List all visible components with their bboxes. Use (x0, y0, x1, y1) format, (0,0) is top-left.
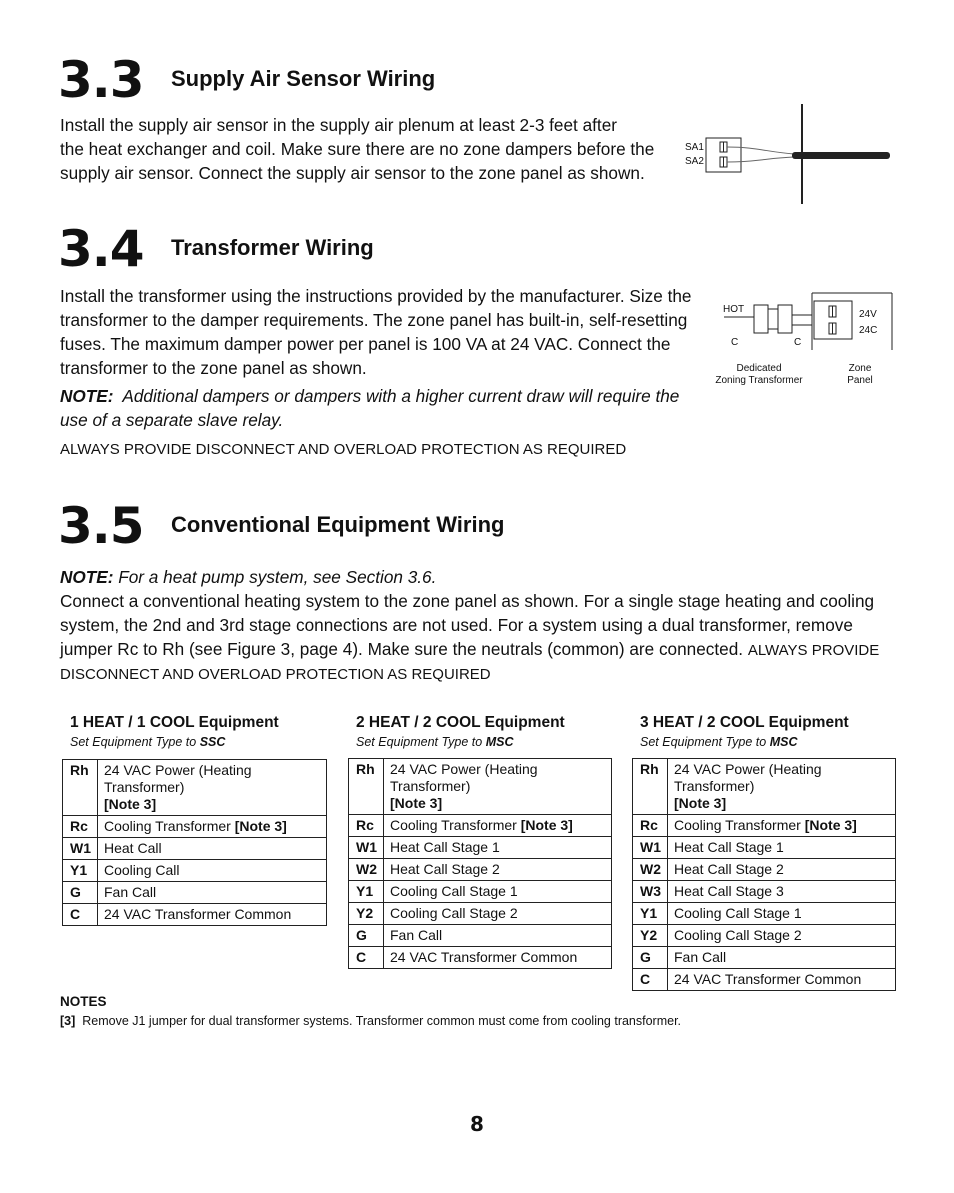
table-row (63, 882, 327, 904)
caption-line: Dedicated (736, 363, 782, 374)
note-line (60, 384, 679, 408)
terminal-description (98, 882, 327, 904)
24c-label: 24C (859, 325, 878, 336)
description-text: Cooling Call Stage 1 (390, 883, 518, 899)
table-row (349, 903, 612, 925)
table-row (633, 815, 896, 837)
table-row (633, 881, 896, 903)
equipment-table (348, 758, 612, 969)
paragraph-line (60, 637, 940, 663)
terminal-code: W2 (349, 859, 384, 881)
description-text: Heat Call Stage 2 (390, 861, 500, 877)
terminal-code: Y1 (63, 860, 98, 882)
terminal-code: Rh (63, 760, 98, 816)
terminal-description (384, 947, 612, 969)
note-ref: [Note 3] (674, 795, 727, 811)
caption-line: Zoning Transformer (715, 375, 803, 386)
terminal-description (668, 925, 896, 947)
terminal-description (668, 903, 896, 925)
paragraph-line: supply air sensor. Connect the supply air sensor to the zone panel as shown. (60, 163, 645, 183)
note-line: use of a separate slave relay. (60, 410, 284, 430)
description-text: 24 VAC Power (Heating Transformer) (674, 761, 822, 794)
note-ref: [Note 3] (234, 818, 287, 834)
paragraph-line: system, the 2nd and 3rd stage connections are not used. For a system using a dual transformer, remove (60, 615, 853, 635)
section-title-transformer: Transformer Wiring (171, 235, 374, 260)
table-row (63, 760, 327, 816)
paragraph-line: the heat exchanger and coil. Make sure there are no zone dampers before the (60, 139, 655, 159)
line-text: jumper Rc to Rh (see Figure 3, page 4). Make sure the neutrals (common) are connected. (60, 639, 744, 659)
table-subtitle (70, 735, 225, 749)
terminal-code: C (633, 969, 668, 991)
note-text: Additional dampers or dampers with a higher current draw will require the (122, 386, 680, 406)
table-row (349, 759, 612, 815)
table-title: 3 HEAT / 2 COOL Equipment (640, 714, 849, 731)
paragraph-line: Install the transformer using the instructions provided by the manufacturer. Size the (60, 286, 692, 306)
terminal-description (668, 881, 896, 903)
terminal-description (384, 815, 612, 837)
transformer-wiring-diagram (708, 290, 898, 390)
table-row (633, 925, 896, 947)
terminal-code: Rc (633, 815, 668, 837)
table-row (633, 947, 896, 969)
terminal-description (384, 837, 612, 859)
note-text: For a heat pump system, see Section 3.6 (118, 567, 432, 587)
terminal-description (98, 760, 327, 816)
description-text: 24 VAC Power (Heating Transformer) (104, 762, 252, 795)
transformer-primary (754, 305, 768, 333)
description-text: 24 VAC Transformer Common (390, 949, 578, 965)
table-row (633, 859, 896, 881)
c-label-left: C (731, 337, 739, 348)
terminal-description (668, 947, 896, 969)
note-ref: [Note 3] (390, 795, 443, 811)
description-text: Cooling Transformer (104, 818, 235, 834)
caption-line: Zone (848, 363, 872, 374)
description-text: Heat Call Stage 1 (390, 839, 500, 855)
terminal-description (98, 860, 327, 882)
note-3-text: Remove J1 jumper for dual transformer systems. Transformer common must come from cooling transformer. (82, 1014, 682, 1028)
equipment-table (632, 758, 896, 991)
terminal-code: Rc (63, 816, 98, 838)
description-text: Fan Call (104, 884, 157, 900)
transformer-secondary (778, 305, 792, 333)
table-row (633, 969, 896, 991)
24v-label: 24V (859, 309, 877, 320)
sa2-label: SA2 (685, 156, 704, 167)
terminal-description (384, 903, 612, 925)
supply-air-sensor-diagram (682, 104, 897, 208)
table-row (349, 837, 612, 859)
terminal-code: W3 (633, 881, 668, 903)
supply-air-paragraph (60, 113, 654, 185)
terminal-code: G (349, 925, 384, 947)
note-period: . (431, 567, 437, 587)
terminal-code: Y1 (633, 903, 668, 925)
description-text: Cooling Call (104, 862, 180, 878)
note-ref: [Note 3] (104, 796, 157, 812)
table-row (633, 903, 896, 925)
transformer-paragraph (60, 284, 692, 380)
description-text: Fan Call (674, 949, 727, 965)
table-row (349, 947, 612, 969)
description-text: 24 VAC Power (Heating Transformer) (390, 761, 538, 794)
paragraph-line: Install the supply air sensor in the supply air plenum at least 2-3 feet after (60, 115, 617, 135)
terminal-code: Y2 (633, 925, 668, 947)
note-3 (60, 1014, 681, 1028)
paragraph-line: DISCONNECT AND OVERLOAD PROTECTION AS REQUIRED (60, 666, 491, 683)
paragraph-line: fuses. The maximum damper power per panel is 100 VA at 24 VAC. Connect the (60, 334, 671, 354)
note-ref: [Note 3] (804, 817, 857, 833)
paragraph-line: transformer to the zone panel as shown. (60, 358, 367, 378)
terminal-code: W1 (349, 837, 384, 859)
table-row (63, 838, 327, 860)
description-text: Heat Call Stage 1 (674, 839, 784, 855)
conventional-note (60, 565, 436, 589)
table-subtitle (356, 735, 513, 749)
description-text: Heat Call (104, 840, 162, 856)
protection-warning: ALWAYS PROVIDE DISCONNECT AND OVERLOAD PROTECTION AS REQUIRED (60, 441, 627, 458)
terminal-description (668, 837, 896, 859)
hot-label: HOT (723, 304, 745, 315)
table-row (349, 925, 612, 947)
terminal-code: W1 (63, 838, 98, 860)
description-text: Cooling Transformer (674, 817, 805, 833)
table-row (63, 816, 327, 838)
sensor-wiring-svg (682, 104, 897, 208)
equipment-table (62, 759, 327, 926)
table-subtitle (640, 735, 797, 749)
terminal-description (668, 969, 896, 991)
note-label: NOTE: (60, 386, 114, 406)
terminal-code: Rh (349, 759, 384, 815)
terminal-code: C (63, 904, 98, 926)
description-text: Cooling Transformer (390, 817, 521, 833)
description-text: Cooling Call Stage 2 (390, 905, 518, 921)
terminal-description (98, 816, 327, 838)
c-label-right: C (794, 337, 802, 348)
line-caps: ALWAYS PROVIDE (747, 642, 880, 659)
terminal-code: C (349, 947, 384, 969)
terminal-code: Y1 (349, 881, 384, 903)
sa1-label: SA1 (685, 142, 704, 153)
caption-line: Panel (847, 375, 873, 386)
sensor-probe (792, 152, 890, 159)
terminal-description (384, 925, 612, 947)
terminal-description (668, 759, 896, 815)
paragraph-line: Connect a conventional heating system to the zone panel as shown. For a single stage heating and cooling (60, 591, 875, 611)
terminal-code: G (63, 882, 98, 904)
description-text: Heat Call Stage 3 (674, 883, 784, 899)
section-title-supply-air: Supply Air Sensor Wiring (171, 66, 436, 91)
terminal-description (384, 881, 612, 903)
terminal-description (98, 838, 327, 860)
terminal-description (384, 859, 612, 881)
table-row (349, 815, 612, 837)
table-row (349, 881, 612, 903)
description-text: 24 VAC Transformer Common (104, 906, 292, 922)
panel-caption (836, 363, 884, 387)
terminal-code: G (633, 947, 668, 969)
table-row (63, 904, 327, 926)
note-ref: [Note 3] (520, 817, 573, 833)
description-text: Fan Call (390, 927, 443, 943)
description-text: 24 VAC Transformer Common (674, 971, 862, 987)
terminal-description (668, 815, 896, 837)
note-3-label: [3] (60, 1014, 76, 1028)
table-row (63, 860, 327, 882)
subtitle-text: Set Equipment Type to (640, 735, 770, 749)
table-title: 2 HEAT / 2 COOL Equipment (356, 714, 565, 731)
equipment-type-code: MSC (485, 735, 514, 749)
terminal-description (668, 859, 896, 881)
description-text: Heat Call Stage 2 (674, 861, 784, 877)
description-text: Cooling Call Stage 1 (674, 905, 802, 921)
terminal-code: Y2 (349, 903, 384, 925)
conventional-paragraph (60, 589, 940, 687)
section-number-3-3: 3.3 (58, 51, 144, 109)
note-label: NOTE: (60, 567, 114, 587)
terminal-code: Rh (633, 759, 668, 815)
terminal-description (384, 759, 612, 815)
paragraph-line: transformer to the damper requirements. The zone panel has built-in, self-resetting (60, 310, 688, 330)
terminal-description (98, 904, 327, 926)
section-title-conventional: Conventional Equipment Wiring (171, 512, 505, 537)
subtitle-text: Set Equipment Type to (356, 735, 486, 749)
equipment-type-code: MSC (769, 735, 798, 749)
equipment-type-code: SSC (199, 735, 226, 749)
terminal-code: W2 (633, 859, 668, 881)
section-number-3-5: 3.5 (58, 497, 144, 555)
page-number: 8 (470, 1112, 484, 1136)
table-title: 1 HEAT / 1 COOL Equipment (70, 714, 279, 731)
transformer-caption (708, 363, 810, 387)
table-row (633, 759, 896, 815)
terminal-code: Rc (349, 815, 384, 837)
description-text: Cooling Call Stage 2 (674, 927, 802, 943)
section-number-3-4: 3.4 (58, 220, 144, 278)
transformer-note (60, 384, 679, 432)
subtitle-text: Set Equipment Type to (70, 735, 200, 749)
transformer-core (768, 309, 778, 329)
notes-heading: NOTES (60, 994, 107, 1009)
table-row (349, 859, 612, 881)
terminal-code: W1 (633, 837, 668, 859)
table-row (633, 837, 896, 859)
